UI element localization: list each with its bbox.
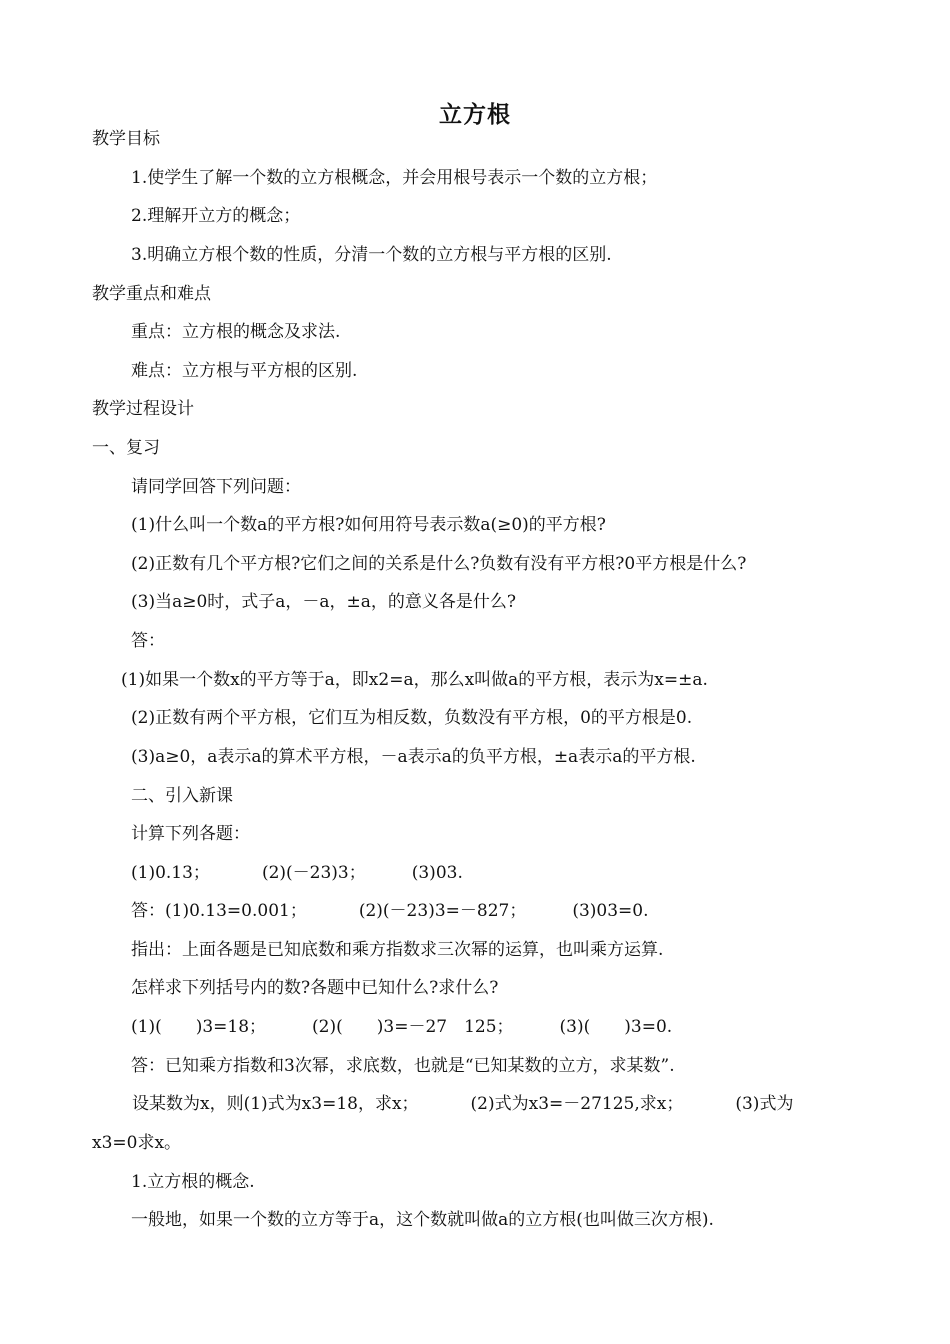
review-question-1: (1)什么叫一个数a的平方根?如何用符号表示数a(≥0)的平方根? <box>131 515 606 535</box>
cube-root-definition: 一般地，如果一个数的立方等于a，这个数就叫做a的立方根(也叫做三次方根). <box>131 1210 714 1230</box>
objective-2: 2.理解开立方的概念； <box>131 206 301 226</box>
objective-3: 3.明确立方根个数的性质，分清一个数的立方根与平方根的区别. <box>131 245 612 265</box>
answer-find-base: 答：已知乘方指数和3次幂，求底数，也就是“已知某数的立方，求某数”. <box>131 1056 675 1076</box>
subsection-cube-root-concept: 1.立方根的概念. <box>131 1172 255 1192</box>
answer-label: 答： <box>131 631 165 651</box>
equation-row <box>132 1093 793 1115</box>
exercise-answer-2: (2)(－23)3=－827； <box>358 901 527 921</box>
blank-exercise-1: (1)( )3=18； <box>131 1017 267 1037</box>
exercise-row <box>131 862 463 884</box>
blank-exercise-3: (3)( )3=0. <box>559 1017 673 1037</box>
subsection-new-lesson: 二、引入新课 <box>131 786 233 806</box>
subsection-review: 一、复习 <box>92 438 160 458</box>
equation-2: (2)式为x3=－27125,求x； <box>470 1094 684 1114</box>
review-question-2: (2)正数有几个平方根?它们之间的关系是什么?负数有没有平方根?0平方根是什么? <box>131 554 747 574</box>
exercise-2: (2)(－23)3； <box>261 863 366 883</box>
exercise-answer-1: 答：(1)0.13=0.001； <box>131 901 307 921</box>
difficult-point: 难点：立方根与平方根的区别. <box>131 361 358 381</box>
review-answer-1: (1)如果一个数x的平方等于a，即x2=a，那么x叫做a的平方根，表示为x=±a. <box>121 670 708 690</box>
section-heading-key-points: 教学重点和难点 <box>92 284 211 304</box>
key-point: 重点：立方根的概念及求法. <box>131 322 341 342</box>
equation-continuation: x3=0求x。 <box>92 1133 182 1153</box>
exercise-3: (3)03. <box>411 863 463 883</box>
section-heading-objectives: 教学目标 <box>92 129 160 149</box>
review-answer-3: (3)a≥0，a表示a的算术平方根，－a表示a的负平方根，±a表示a的平方根. <box>131 747 696 767</box>
review-prompt: 请同学回答下列问题： <box>131 477 301 497</box>
exercise-prompt: 计算下列各题： <box>131 824 250 844</box>
blank-exercise-row <box>131 1016 672 1038</box>
exercise-1: (1)0.13； <box>131 863 210 883</box>
review-answer-2: (2)正数有两个平方根，它们互为相反数，负数没有平方根，0的平方根是0. <box>131 708 693 728</box>
objective-1: 1.使学生了解一个数的立方根概念，并会用根号表示一个数的立方根； <box>131 168 658 188</box>
exercise-answer-3: (3)03=0. <box>572 901 649 921</box>
equation-3: (3)式为 <box>735 1094 794 1114</box>
review-question-3: (3)当a≥0时，式子a，－a，±a，的意义各是什么? <box>131 592 517 612</box>
equation-1: 设某数为x，则(1)式为x3=18，求x； <box>132 1094 419 1114</box>
exercise-answer-row <box>131 900 649 922</box>
note-exponentiation: 指出：上面各题是已知底数和乘方指数求三次幂的运算，也叫乘方运算. <box>131 940 664 960</box>
question-find-base: 怎样求下列括号内的数?各题中已知什么?求什么? <box>131 978 499 998</box>
section-heading-process: 教学过程设计 <box>92 399 194 419</box>
blank-exercise-2: (2)( )3=－27 125； <box>312 1017 514 1037</box>
page-title: 立方根 <box>439 102 511 128</box>
